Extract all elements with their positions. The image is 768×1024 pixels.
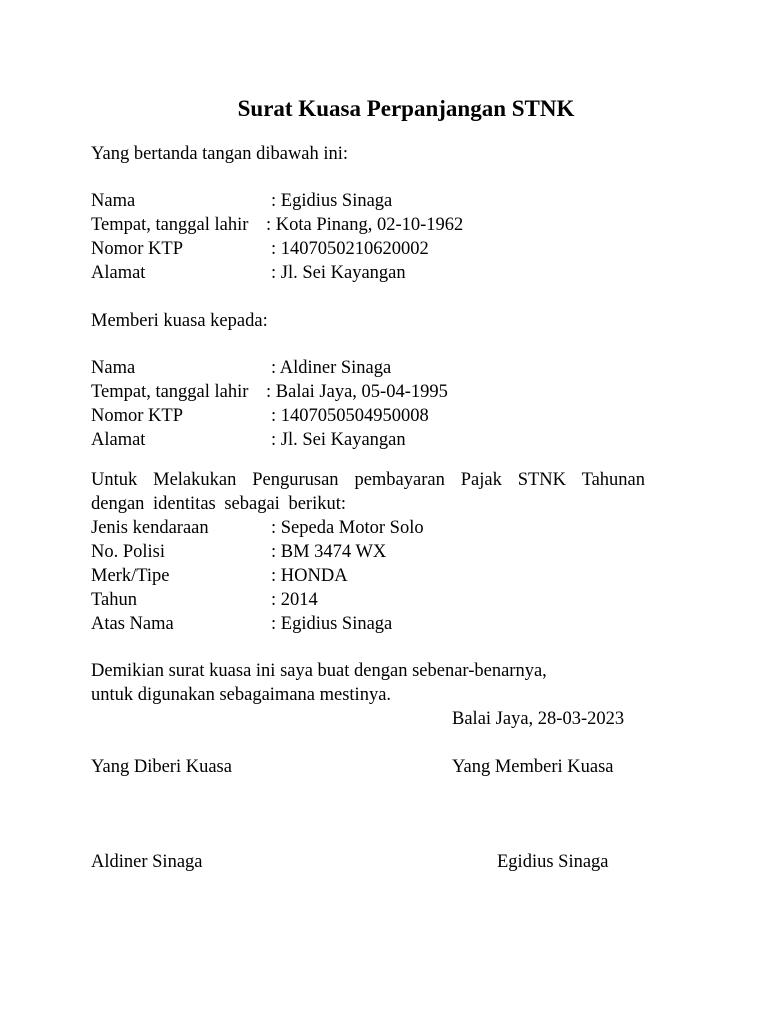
field-value: : 1407050504950008 [271, 406, 429, 426]
grant-text: Memberi kuasa kepada: [91, 311, 268, 331]
field-label: Nama [91, 191, 136, 211]
field-value: : Jl. Sei Kayangan [271, 263, 406, 283]
field-value: : Sepeda Motor Solo [271, 518, 424, 538]
field-value: : Egidius Sinaga [271, 191, 393, 211]
closing-line-1: Demikian surat kuasa ini saya buat dengan sebenar-benarnya, [91, 661, 547, 681]
field-value: : Balai Jaya, 05-04-1995 [266, 382, 448, 402]
field-label: No. Polisi [91, 542, 166, 562]
closing-line-2: untuk digunakan sebagaimana mestinya. [91, 685, 392, 705]
field-label: Nama [91, 358, 136, 378]
letter-title: Surat Kuasa Perpanjangan STNK [237, 96, 575, 121]
field-value: : 2014 [271, 590, 318, 610]
field-label: Merk/Tipe [91, 566, 170, 586]
signer-role-right: Yang Memberi Kuasa [452, 757, 614, 777]
field-value: : Kota Pinang, 02-10-1962 [266, 215, 464, 235]
field-label: Nomor KTP [91, 239, 183, 259]
field-value: : Jl. Sei Kayangan [271, 430, 406, 450]
signer-name-right: Egidius Sinaga [497, 852, 609, 872]
field-label: Alamat [91, 263, 146, 283]
signer-role-left: Yang Diberi Kuasa [91, 757, 232, 777]
field-label: Tempat, tanggal lahir [91, 215, 249, 235]
purpose-line-1: Untuk Melakukan Pengurusan pembayaran Pajak STNK Tahunan [91, 470, 645, 490]
field-value: : HONDA [271, 566, 348, 586]
field-value: : BM 3474 WX [271, 542, 387, 562]
purpose-line-2: dengan identitas sebagai berikut: [91, 494, 346, 514]
signer-name-left: Aldiner Sinaga [91, 852, 203, 872]
field-label: Tahun [91, 590, 137, 610]
field-label: Atas Nama [91, 614, 174, 634]
field-label: Nomor KTP [91, 406, 183, 426]
field-value: : Aldiner Sinaga [271, 358, 392, 378]
field-value: : Egidius Sinaga [271, 614, 393, 634]
intro-text: Yang bertanda tangan dibawah ini: [91, 144, 349, 164]
place-date: Balai Jaya, 28-03-2023 [452, 709, 625, 729]
field-label: Tempat, tanggal lahir [91, 382, 249, 402]
field-value: : 1407050210620002 [271, 239, 429, 259]
field-label: Alamat [91, 430, 146, 450]
field-label: Jenis kendaraan [91, 518, 209, 538]
